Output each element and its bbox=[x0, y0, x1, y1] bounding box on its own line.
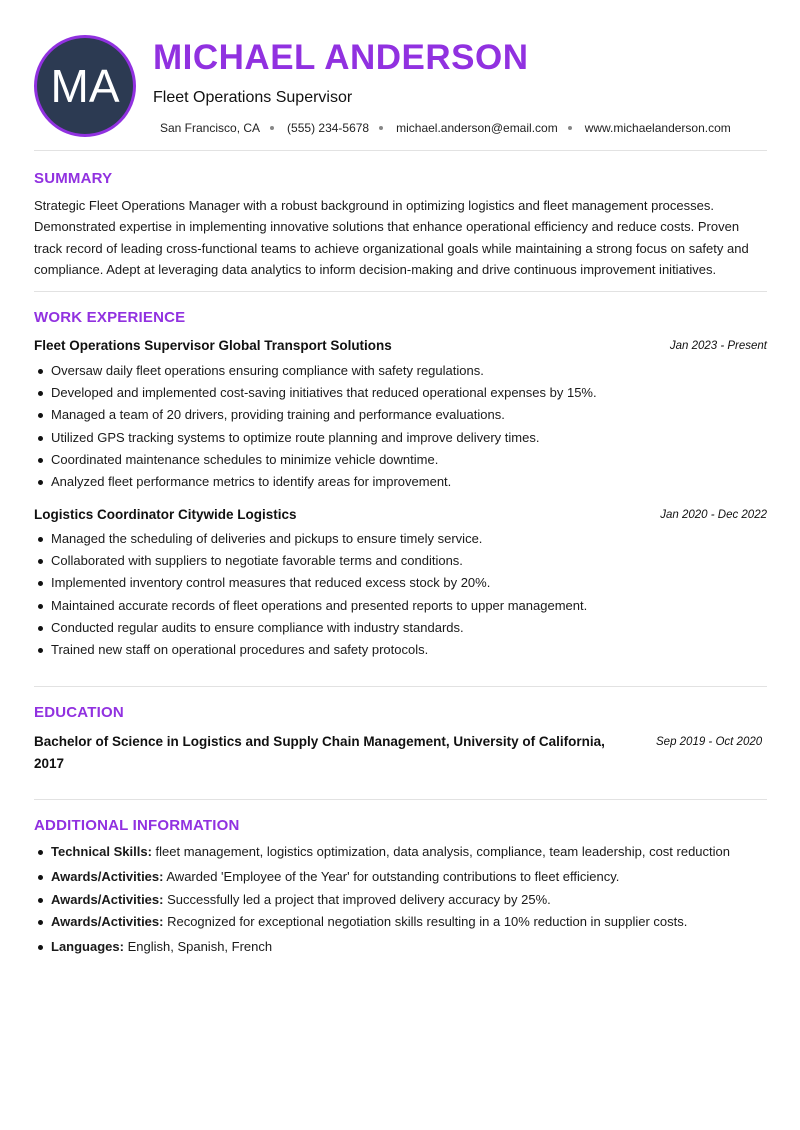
bullet-text: Collaborated with suppliers to negotiate favorable terms and conditions. bbox=[51, 553, 463, 569]
bullet-icon bbox=[38, 648, 43, 653]
bullet-icon bbox=[38, 920, 43, 925]
additional-info-list bbox=[34, 842, 774, 959]
bullet-icon bbox=[38, 436, 43, 441]
bullet-text: Trained new staff on operational procedures and safety protocols. bbox=[51, 641, 429, 657]
contact-email[interactable]: michael.anderson@email.com bbox=[396, 121, 558, 135]
info-label: Languages: bbox=[51, 939, 124, 954]
bullet-icon bbox=[38, 537, 43, 542]
job-bullet-list bbox=[34, 528, 769, 661]
section-divider bbox=[34, 686, 767, 687]
info-text: fleet management, logistics optimization, data analysis, compliance, team leadership, cost reduction bbox=[151, 844, 730, 859]
contact-row bbox=[160, 121, 731, 135]
bullet-text: Implemented inventory control measures that reduced excess stock by 20%. bbox=[51, 575, 491, 591]
list-item bbox=[34, 595, 769, 617]
separator-dot-icon bbox=[379, 126, 383, 130]
list-item bbox=[34, 912, 774, 937]
info-text: Successfully led a project that improved delivery accuracy by 25%. bbox=[163, 891, 551, 907]
list-item bbox=[34, 449, 769, 471]
candidate-name: MICHAEL ANDERSON bbox=[153, 38, 529, 77]
info-label: Technical Skills: bbox=[51, 844, 152, 859]
job-dates: Jan 2020 - Dec 2022 bbox=[660, 509, 767, 521]
info-text: English, Spanish, French bbox=[123, 939, 273, 954]
bullet-icon bbox=[38, 458, 43, 463]
info-text: Awarded 'Employee of the Year' for outstanding contributions to fleet efficiency. bbox=[163, 869, 620, 884]
education-degree: Bachelor of Science in Logistics and Supply Chain Management, University of California, 2017 bbox=[34, 734, 605, 771]
list-item bbox=[34, 617, 769, 639]
list-item bbox=[34, 572, 769, 594]
bullet-text: Managed a team of 20 drivers, providing training and performance evaluations. bbox=[51, 407, 505, 423]
job-bullet-list bbox=[34, 360, 769, 493]
list-item bbox=[34, 528, 769, 550]
bullet-text: Analyzed fleet performance metrics to identify areas for improvement. bbox=[51, 473, 452, 489]
info-label: Awards/Activities: bbox=[51, 891, 164, 907]
list-item bbox=[34, 842, 774, 867]
info-label: Awards/Activities: bbox=[51, 914, 164, 929]
contact-phone: (555) 234-5678 bbox=[287, 121, 370, 135]
bullet-icon bbox=[38, 413, 43, 418]
summary-heading: SUMMARY bbox=[34, 170, 113, 187]
bullet-text: Utilized GPS tracking systems to optimize route planning and improve delivery times. bbox=[51, 429, 540, 445]
candidate-title: Fleet Operations Supervisor bbox=[153, 89, 353, 106]
bullet-icon bbox=[38, 945, 43, 950]
list-item bbox=[34, 427, 769, 449]
bullet-text: Conducted regular audits to ensure compliance with industry standards. bbox=[51, 619, 464, 635]
list-item bbox=[34, 382, 769, 404]
job-dates: Jan 2023 - Present bbox=[669, 340, 767, 352]
bullet-icon bbox=[38, 581, 43, 586]
list-item bbox=[34, 471, 769, 493]
bullet-icon bbox=[38, 604, 43, 609]
info-text: Recognized for exceptional negotiation skills resulting in a 10% reduction in supplier costs. bbox=[163, 914, 688, 929]
contact-location: San Francisco, CA bbox=[160, 121, 261, 135]
bullet-icon bbox=[38, 898, 43, 903]
bullet-text: Maintained accurate records of fleet operations and presented reports to upper management. bbox=[51, 597, 588, 613]
bullet-text: Oversaw daily fleet operations ensuring compliance with safety regulations. bbox=[51, 363, 484, 378]
list-item bbox=[34, 890, 774, 913]
bullet-text: Developed and implemented cost-saving initiatives that reduced operational expenses by 15%. bbox=[51, 385, 597, 401]
bullet-icon bbox=[38, 391, 43, 396]
job-header bbox=[34, 507, 767, 527]
bullet-icon bbox=[38, 875, 43, 880]
job-header bbox=[34, 338, 767, 358]
bullet-icon bbox=[38, 480, 43, 485]
section-divider bbox=[34, 291, 767, 292]
bullet-icon bbox=[38, 559, 43, 564]
separator-dot-icon bbox=[568, 126, 572, 130]
bullet-text: Managed the scheduling of deliveries and pickups to ensure timely service. bbox=[51, 531, 483, 546]
job-role: Fleet Operations Supervisor Global Transport Solutions bbox=[34, 338, 392, 353]
info-label: Awards/Activities: bbox=[51, 869, 164, 884]
bullet-icon bbox=[38, 369, 43, 374]
education-dates: Sep 2019 - Oct 2020 bbox=[656, 736, 763, 748]
list-item bbox=[34, 639, 769, 661]
section-divider bbox=[34, 150, 767, 151]
contact-website[interactable]: www.michaelanderson.com bbox=[584, 121, 731, 135]
section-divider bbox=[34, 799, 767, 800]
bullet-icon bbox=[38, 850, 43, 855]
avatar-initials: MA bbox=[50, 60, 120, 112]
education-heading: EDUCATION bbox=[34, 704, 124, 721]
summary-text: Strategic Fleet Operations Manager with a robust background in optimizing logistics and fleet management processes. Demonstrated expertise in implementing innovative solutions that enhance operational efficiency and reduce costs. Proven track record of leading cross-functional teams to achieve organizational goals while maintaining a strong focus on safety and compliance. Adept at leveraging data analytics to inform decision-making and drive continuous improvement initiatives. bbox=[34, 198, 749, 277]
bullet-text: Coordinated maintenance schedules to minimize vehicle downtime. bbox=[51, 451, 439, 467]
list-item bbox=[34, 550, 769, 572]
avatar bbox=[34, 35, 136, 137]
bullet-icon bbox=[38, 626, 43, 631]
list-item bbox=[34, 360, 769, 382]
separator-dot-icon bbox=[270, 126, 274, 130]
list-item bbox=[34, 404, 769, 426]
list-item bbox=[34, 937, 774, 959]
experience-heading: WORK EXPERIENCE bbox=[34, 309, 186, 326]
job-role: Logistics Coordinator Citywide Logistics bbox=[34, 507, 297, 522]
list-item bbox=[34, 867, 774, 890]
additional-heading: ADDITIONAL INFORMATION bbox=[34, 817, 240, 834]
